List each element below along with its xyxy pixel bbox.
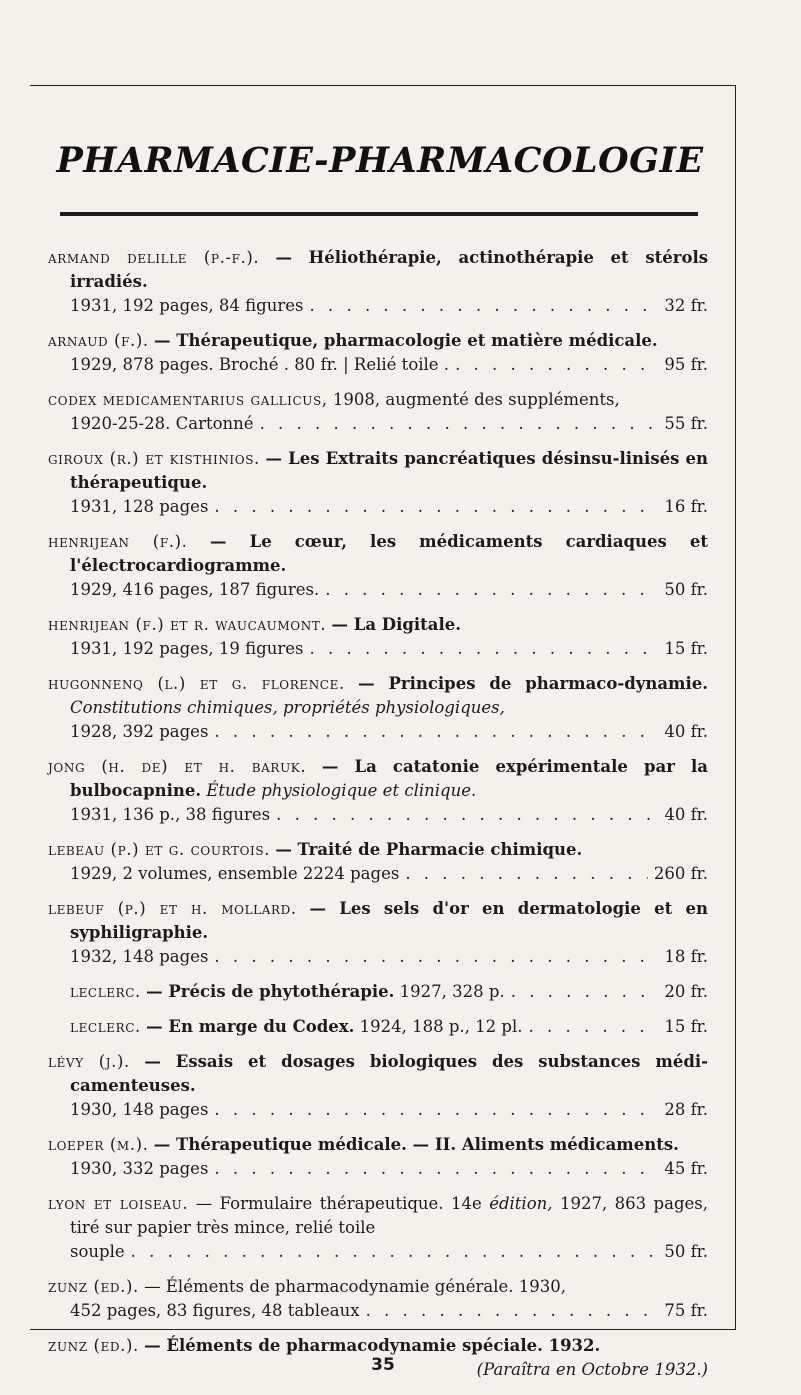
entry-price-line (70, 803, 708, 827)
entry-author: leclerc. (70, 1017, 141, 1036)
entry-details: souple (70, 1242, 125, 1261)
entry-details: 1930, 148 pages (70, 1100, 209, 1119)
entry-details: 1931, 136 p., 38 figures (70, 805, 271, 824)
title-underline (60, 212, 698, 216)
entry-price-line (70, 637, 708, 661)
dot-leader (214, 1098, 658, 1122)
entry-price: 32 fr. (664, 296, 708, 315)
entry-author: leclerc. (70, 982, 141, 1001)
entry-title: — Thérapeutique médicale. — II. Aliments médicaments. (153, 1135, 679, 1154)
entry-price-line (70, 294, 708, 318)
entry-price: 45 fr. (664, 1159, 708, 1178)
top-border-rule (30, 85, 736, 86)
entry-details: 1929, 878 pages. Broché . 80 fr. | Relié toile . (70, 355, 450, 374)
book-entry (48, 447, 708, 519)
entry-price: 18 fr. (664, 947, 708, 966)
entry-details: 1924, 188 p., 12 pl. (359, 1017, 523, 1036)
entry-title: 1908, augmenté des suppléments, (332, 390, 620, 409)
entry-lead (70, 980, 505, 1004)
book-entry (48, 388, 708, 436)
book-entry (48, 980, 708, 1004)
entry-description: 1927, 863 pages, tiré sur papier très mince, relié toile (70, 1194, 708, 1237)
entry-price: 75 fr. (664, 1301, 708, 1320)
entry-title: — Le cœur, les médicaments cardiaques et l'électrocardiogramme. (70, 532, 709, 575)
book-entry (48, 838, 708, 886)
entry-subtitle: Étude physiologique et clinique. (206, 781, 477, 800)
entry-title: — Les sels d'or en dermatologie et en syphiligraphie. (70, 899, 709, 942)
entry-price-line (70, 495, 708, 519)
entry-title: — Héliothérapie, actinothérapie et stérols irradiés. (70, 248, 709, 291)
entry-details: 452 pages, 83 figures, 48 tableaux (70, 1301, 360, 1320)
entry-price: 260 fr. (653, 864, 708, 883)
entry-price-line (70, 1157, 708, 1181)
entry-price-line (70, 720, 708, 744)
entry-price: 20 fr. (664, 982, 708, 1001)
entry-price-line (70, 578, 708, 602)
book-entry (48, 1050, 708, 1122)
dot-leader (260, 412, 659, 436)
entry-lead (70, 1015, 522, 1039)
dot-leader (131, 1240, 659, 1264)
dot-leader (214, 1157, 658, 1181)
entry-details: 1920-25-28. Cartonné (70, 414, 254, 433)
book-entry (48, 1275, 708, 1323)
entry-author: codex medicamentarius gallicus, (48, 390, 328, 409)
dot-leader (309, 637, 658, 661)
dot-leader (309, 294, 658, 318)
entry-details: 1930, 332 pages (70, 1159, 209, 1178)
entry-details: 1929, 2 volumes, ensemble 2224 pages (70, 864, 400, 883)
book-entry (48, 897, 708, 969)
dot-leader (214, 495, 658, 519)
dot-leader (325, 578, 658, 602)
book-entry (48, 672, 708, 744)
entry-price: 15 fr. (664, 1017, 708, 1036)
dot-leader (455, 353, 658, 377)
entry-price: 40 fr. (664, 722, 708, 741)
entry-author: hugonnenq (l.) et g. florence. (48, 674, 345, 693)
entry-author: henrijean (f.) et r. waucaumont. (48, 615, 327, 634)
book-entry (48, 613, 708, 661)
entry-author: lyon et loiseau. (48, 1194, 189, 1213)
entry-subtitle: Constitutions chimiques, propriétés physiologiques, (70, 698, 505, 717)
page-number: 35 (371, 1355, 395, 1375)
entry-details: 1929, 416 pages, 187 figures. (70, 580, 320, 599)
entry-details: 1927, 328 p. (399, 982, 505, 1001)
entry-author: jong (h. de) et h. baruk. (48, 757, 307, 776)
entry-author: henrijean (f.). (48, 532, 188, 551)
entry-title: — Précis de phytothérapie. (146, 982, 395, 1001)
entry-price: 28 fr. (664, 1100, 708, 1119)
section-title: PHARMACIE-PHARMACOLOGIE (56, 140, 704, 181)
entry-author: loeper (m.). (48, 1135, 149, 1154)
entry-price-line (70, 412, 708, 436)
dot-leader (366, 1299, 659, 1323)
entry-title: — Principes de pharmaco-dynamie. (358, 674, 708, 693)
book-entry (48, 1133, 708, 1181)
entry-price-line (70, 1015, 708, 1039)
entry-price: 95 fr. (664, 355, 708, 374)
dot-leader (405, 862, 648, 886)
entry-price: 40 fr. (664, 805, 708, 824)
dot-leader (511, 980, 659, 1004)
entry-price-line (70, 980, 708, 1004)
entry-author: zunz (ed.). (48, 1336, 139, 1355)
entry-title: — Essais et dosages biologiques des substances médi-camenteuses. (70, 1052, 708, 1095)
entry-price-line (70, 1299, 708, 1323)
entry-details: 1931, 128 pages (70, 497, 209, 516)
entry-details: 1931, 192 pages, 19 figures (70, 639, 304, 658)
entry-price: 16 fr. (664, 497, 708, 516)
entry-title: — La catatonie expérimentale par la bulbocapnine. (70, 757, 708, 800)
entry-title: — En marge du Codex. (146, 1017, 355, 1036)
dot-leader (214, 720, 658, 744)
entry-author: zunz (ed.). (48, 1277, 139, 1296)
entry-price-line (70, 862, 708, 886)
entry-title: — Traité de Pharmacie chimique. (275, 840, 583, 859)
right-border-rule (735, 85, 736, 1330)
dot-leader (276, 803, 658, 827)
entry-price: 50 fr. (664, 580, 708, 599)
entry-price-line (70, 353, 708, 377)
entry-price: 55 fr. (664, 414, 708, 433)
entry-author: lebeau (p.) et g. courtois. (48, 840, 271, 859)
dot-leader (214, 945, 658, 969)
entry-title: — Thérapeutique, pharmacologie et matière médicale. (154, 331, 658, 350)
entry-price: 15 fr. (664, 639, 708, 658)
book-entry (48, 1192, 708, 1264)
entry-author: armand delille (p.-f.). (48, 248, 260, 267)
entry-price: 50 fr. (664, 1242, 708, 1261)
book-entry (48, 246, 708, 318)
book-entry (48, 1015, 708, 1039)
entry-price-line (70, 1098, 708, 1122)
entry-details: 1931, 192 pages, 84 figures (70, 296, 304, 315)
entry-author: arnaud (f.). (48, 331, 149, 350)
book-entry-list (48, 246, 708, 1393)
entry-author: lévy (j.). (48, 1052, 130, 1071)
entry-price-line (70, 945, 708, 969)
entry-price-line (70, 1240, 708, 1264)
entry-title: — Éléments de pharmacodynamie spéciale. 1932. (144, 1336, 601, 1355)
entry-details: 1928, 392 pages (70, 722, 209, 741)
entry-details: 1932, 148 pages (70, 947, 209, 966)
book-entry (48, 329, 708, 377)
entry-author: giroux (r.) et kisthinios. (48, 449, 260, 468)
entry-author: lebeuf (p.) et h. mollard. (48, 899, 297, 918)
book-entry (48, 755, 708, 827)
entry-title: — Éléments de pharmacodynamie générale. 1930, (144, 1277, 566, 1296)
entry-edition: édition, (489, 1194, 553, 1213)
entry-title: — Formulaire thérapeutique. 14e (195, 1194, 482, 1213)
dot-leader (528, 1015, 658, 1039)
entry-title: — Les Extraits pancréatiques désinsu-linisés en thérapeutique. (70, 449, 709, 492)
entry-publication-note: (Paraîtra en Octobre 1932.) (476, 1360, 708, 1379)
entry-title: — La Digitale. (331, 615, 462, 634)
book-entry (48, 530, 708, 602)
